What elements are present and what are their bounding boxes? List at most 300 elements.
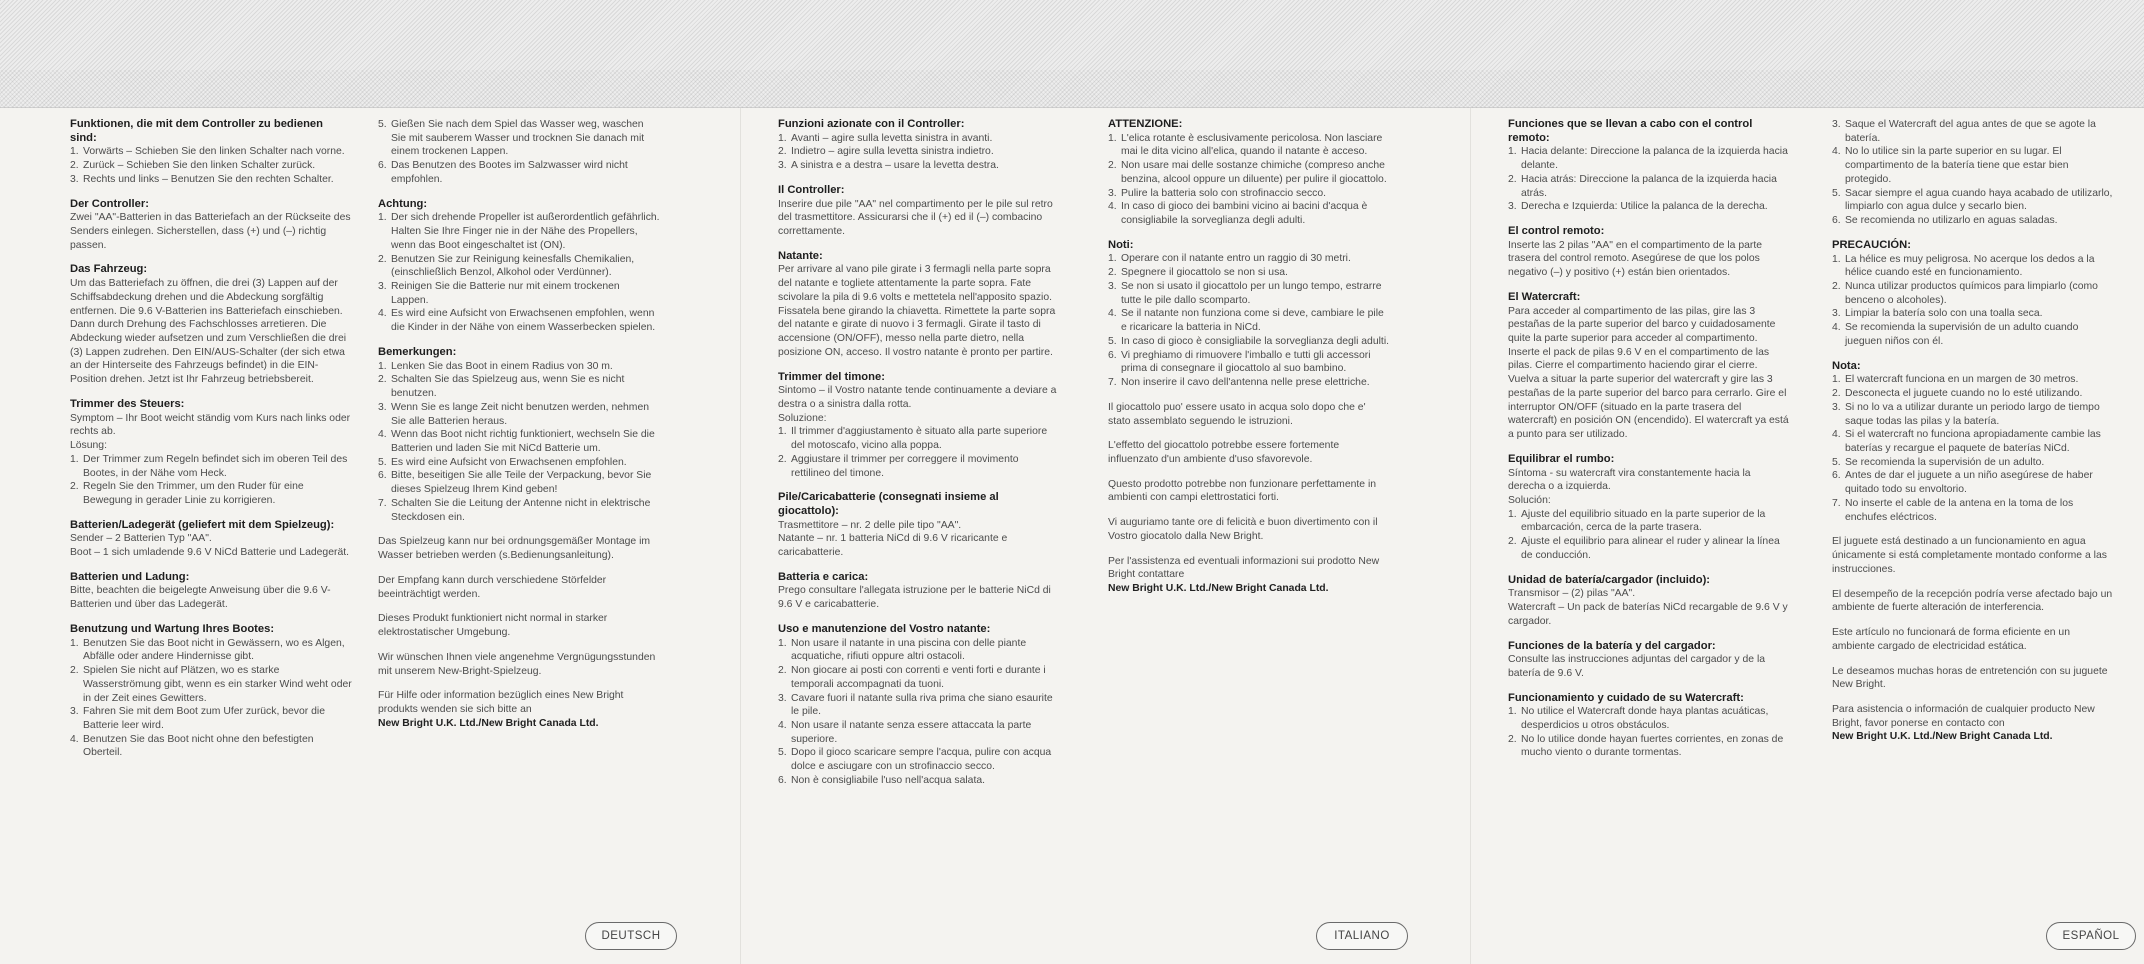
section-heading: Batteria e carica: [778,570,869,583]
section [1508,574,1790,629]
list-number: 2. [70,665,79,677]
list-item [70,705,352,732]
list-number: 3. [70,173,79,185]
list-item [378,469,660,496]
list-text: Derecha e Izquierda: Utilice la palanca de la derecha. [1521,201,1768,213]
list-number: 3. [378,281,387,292]
section-heading: Funciones de la batería y del cargador: [1508,639,1716,652]
list-text: Antes de dar el juguete a un niño asegúrese de haber quitado todo su envoltorio. [1845,470,2093,496]
list-text: Dopo il gioco scaricare sempre l'acqua, pulire con acqua dolce e asciugare con un strofinaccio secco. [791,747,1052,773]
list-number: 4. [1832,146,1841,158]
section-heading: El Watercraft: [1508,290,1581,303]
list-text: Se recomienda la supervisión de un adulto. [1845,456,2045,468]
numbered-list [1108,252,1390,389]
section [1832,360,2114,525]
section-heading: Nota: [1832,359,1861,372]
paragraph: Consulte las instrucciones adjuntas del cargador y de la batería de 9.6 V. [1508,654,1766,679]
paragraph: Der Empfang kann durch verschiedene Störfelder beeinträchtigt werden. [378,574,607,600]
list-text: Vorwärts – Schieben Sie den linken Schalter nach vorne. [83,146,345,158]
list-item [1508,173,1790,200]
list-text: Non usare il natante senza essere attaccata la parte superiore. [791,720,1032,745]
list-item [70,637,352,664]
list-number: 1. [70,637,79,649]
list-text: Avanti – agire sulla levetta sinistra in avanti. [791,132,993,144]
numbered-list [70,453,352,508]
list-number: 5. [378,119,387,130]
deutsch-column-1 [70,118,352,918]
section [1108,118,1390,228]
list-text: Benutzen Sie zur Reinigung keinesfalls Chemikalien, (einschließlich Benzol, Alkohol oder Verdünner). [391,253,635,279]
section-heading: Funciones que se llevan a cabo con el control remoto: [1508,118,1753,144]
section-heading: Batterien/Ladegerät (geliefert mit dem Spielzeug): [70,518,335,531]
list-item [70,480,352,507]
list-number: 2. [1832,281,1841,292]
paragraph: Questo prodotto potrebbe non funzionare perfettamente in ambienti con campi elettrostatici forti. [1108,478,1377,504]
list-text: Desconecta el juguete cuando no lo esté utilizando. [1845,388,2083,400]
list-number: 7. [1108,377,1117,389]
numbered-list [1508,705,1790,760]
section-heading: PRECAUCIÓN: [1832,238,1911,251]
list-text: Reinigen Sie die Batterie nur mit einem trockenen Lappen. [391,281,620,306]
list-number: 4. [778,720,787,732]
section-heading: Funzioni azionate con il Controller: [778,118,965,130]
fold-line [740,108,741,964]
list-item [778,719,1060,746]
paragraph: Soluzione: [778,412,827,424]
list-text: Nunca utilizar productos químicos para limpiarlo (como benceno o alcoholes). [1845,281,2098,306]
list-item [778,692,1060,719]
section [1832,118,2114,228]
language-badge-deutsch: DEUTSCH [585,922,677,950]
list-item [1108,335,1390,349]
paragraph: Bitte, beachten die beigelegte Anweisung über die 9.6 V-Batterien und über das Ladegerät. [70,585,331,611]
list-number: 1. [378,212,387,224]
paragraph: Per arrivare al vano pile girate i 3 fermagli nella parte sopra del natante e togliete attentamente la parte sopra. Fate scivolare la pila di 9.6 volts e mettetela nell'apposito spazio. Fissatela bene girando la chiavetta. Rimettete la parte sopra del natante e girate di nuovo i 3 fermagli. Girate il tasto di accensione (ON/OFF), messo nella parte dietro, nella posizione ON, acceso. Il vostro natante è pronto per partire. [778,264,1056,358]
list-text: Hacia delante: Direccione la palanca de la izquierda hacia delante. [1521,146,1788,172]
list-number: 2. [778,453,787,465]
section [778,491,1060,560]
paragraph: El desempeño de la recepción podría verse afectado bajo un ambiente de fuerte alteración de interferencia. [1832,588,2113,614]
list-item [378,253,660,280]
list-text: L'elica rotante è esclusivamente pericolosa. Non lasciare mai le dita vicino all'elica, quando il natante è acceso. [1121,132,1383,158]
list-text: No inserte el cable de la antena en la toma de los enchufes eléctricos. [1845,497,2074,523]
list-item [1108,307,1390,334]
section [70,198,352,253]
list-text: Benutzen Sie das Boot nicht ohne den befestigten Oberteil. [83,733,314,759]
list-item [1832,187,2114,214]
list-text: Spegnere il giocattolo se non si usa. [1121,267,1288,279]
section-heading: Trimmer des Steuers: [70,397,185,410]
list-item [1832,428,2114,455]
list-number: 1. [70,453,79,465]
list-number: 1. [778,132,787,144]
list-number: 2. [378,253,387,265]
list-number: 1. [1508,508,1517,520]
section-heading: Das Fahrzeug: [70,263,148,276]
numbered-list [778,132,1060,173]
list-text: Das Benutzen des Bootes im Salzwasser wird nicht empfohlen. [391,160,628,185]
fold-line [1470,108,1471,964]
list-item [1832,456,2114,470]
paragraph: Para acceder al compartimento de las pilas, gire las 3 pestañas de la parte superior del barco y cuidadosamente quite la parte superior para acceder al compartimento. Inserte el pack de pilas 9.6 V en el compartimento de las pilas. Cierre el compartimento haciendo girar el cierre. Vuelva a situar la parte superior del watercraft y gire las 3 pestañas de la parte superior del barco para cerrarlo. Gire el interruptor ON/OFF (situado en la parte trasera del watercraft) en posición ON (encendido). El watercraft ya está a punto para ser utilizado. [1508,305,1789,441]
list-item [1108,252,1390,266]
section [778,184,1060,239]
paragraph: Lösung: [70,440,107,452]
section [378,651,660,678]
paragraph: Inserire due pile "AA" nel compartimento per le pile sul retro del trasmettitore. Assicurarsi che il (+) ed il (–) combacino correttamente. [778,198,1053,237]
list-text: Aggiustare il trimmer per correggere il movimento rettilineo del timone. [791,453,1019,479]
list-number: 3. [778,160,787,172]
list-number: 2. [1832,388,1841,400]
section-heading: Funktionen, die mit dem Controller zu bedienen sind: [70,118,323,144]
section [1108,478,1390,505]
company-name: New Bright U.K. Ltd./New Bright Canada Ltd. [1832,731,2053,743]
numbered-list [1832,373,2114,524]
list-number: 1. [1508,706,1517,718]
list-number: 6. [1832,470,1841,482]
list-number: 2. [778,146,787,158]
section [1832,588,2114,615]
section-heading: Benutzung und Wartung Ihres Bootes: [70,622,275,635]
section [1508,291,1790,442]
list-text: Benutzen Sie das Boot nicht in Gewässern, wo es Algen, Abfälle oder andere Hindernisse gibt. [83,637,345,663]
list-text: Bitte, beseitigen Sie alle Teile der Verpackung, bevor Sie dieses Spielzeug Ihrem Kind geben! [391,470,652,496]
list-number: 4. [1832,322,1841,334]
paragraph: Le deseamos muchas horas de entretención con su juguete New Bright. [1832,665,2108,691]
section-heading: Der Controller: [70,197,149,210]
section [1508,640,1790,681]
numbered-list [70,637,352,761]
list-text: Rechts und links – Benutzen Sie den rechten Schalter. [83,173,334,185]
section [378,689,660,730]
section [1508,118,1790,214]
espanol-column-1 [1508,118,1790,918]
list-item [1108,280,1390,307]
section-heading: Noti: [1108,238,1134,251]
paragraph: Prego consultare l'allegata istruzione per le batterie NiCd di 9.6 V e caricabatterie. [778,585,1051,611]
list-item [1832,307,2114,321]
list-text: In caso di gioco è consigliabile la sorveglianza degli adulti. [1121,335,1390,347]
list-number: 2. [70,481,79,493]
list-text: Se recomienda no utilizarlo en aguas saladas. [1845,215,2058,227]
paragraph: Um das Batteriefach zu öffnen, die drei (3) Lappen auf der Schiffsabdeckung drehen und die Abdeckung sorgfältig entfernen. Die 9.6 V-Batterien ins Batteriefach einschieben. Dann durch Drehung des Fachschlosses arretieren. Die Abdeckung wieder aufsetzen und zum Verschließen die drei (3) Lappen zudrehen. Den EIN/AUS-Schalter (der sich etwa an der Hinterseite des Fahrzeugs befindet) in die EIN-Position drehen. Jetzt ist Ihr Fahrzeug betriebsbereit. [70,278,347,386]
list-text: Saque el Watercraft del agua antes de que se agote la batería. [1845,119,2096,144]
paragraph: Für Hilfe oder information bezüglich eines New Bright produkts wenden sie sich bitte an [378,690,624,716]
list-text: El watercraft funciona en un margen de 30 metros. [1845,374,2079,386]
section [778,371,1060,481]
list-number: 4. [70,733,79,745]
section [70,118,352,187]
list-text: Der Trimmer zum Regeln befindet sich im oberen Teil des Bootes, in der Nähe vom Heck. [83,453,348,479]
list-item [1508,535,1790,562]
list-item [378,428,660,455]
list-text: Spielen Sie nicht auf Plätzen, wo es starke Wasserströmung gibt, wenn es ein starker Wind weht oder in der Zeit eines Gewitters. [83,665,352,704]
list-number: 5. [378,456,387,468]
list-text: Wenn Sie es lange Zeit nicht benutzen werden, nehmen Sie alle Batterien heraus. [391,401,650,427]
list-item [378,159,660,186]
list-number: 1. [70,146,79,158]
list-number: 3. [1832,308,1841,320]
list-number: 2. [1508,733,1517,745]
list-item [1832,321,2114,348]
list-item [778,425,1060,452]
section-heading: Achtung: [378,197,428,210]
list-item [1108,159,1390,186]
section-heading: Pile/Caricabatterie (consegnati insieme al giocattolo): [778,491,999,517]
list-number: 6. [378,470,387,482]
list-item [1108,132,1390,159]
paragraph: Solución: [1508,494,1551,506]
list-item [1108,187,1390,201]
numbered-list [378,118,660,187]
list-item [1832,145,2114,186]
list-item [378,118,660,159]
list-text: Vi preghiamo di rimuovere l'imballo e tutti gli accessori prima di consegnare il giocattolo al suo bambino. [1121,349,1371,375]
list-item [778,746,1060,773]
list-number: 3. [1108,280,1117,292]
numbered-list [778,425,1060,480]
section [778,250,1060,360]
language-badge-espanol: ESPAÑOL [2046,922,2136,950]
paragraph: Sender – 2 Batterien Typ "AA". [70,533,212,545]
section-heading: Equilibrar el rumbo: [1508,452,1615,465]
paragraph: Boot – 1 sich umladende 9.6 V NiCd Batterie und Ladegerät. [70,547,349,559]
list-number: 1. [1832,253,1841,265]
list-number: 6. [1832,215,1841,227]
paragraph: Para asistencia o información de cualquier producto New Bright, favor ponerse en contacto con [1832,704,2095,729]
list-item [70,159,352,173]
list-text: Pulire la batteria solo con strofinaccio secco. [1121,187,1327,199]
list-number: 2. [1108,267,1117,279]
section-heading: Bemerkungen: [378,345,457,358]
numbered-list [378,360,660,525]
section [1508,225,1790,280]
section [70,623,352,760]
numbered-list [1108,132,1390,228]
list-number: 6. [378,160,387,172]
list-item [378,360,660,374]
list-text: Es wird eine Aufsicht von Erwachsenen empfohlen, wenn die Kinder in der Nähe von einem Wasserbecken spielen. [391,308,656,334]
list-item [778,453,1060,480]
list-number: 5. [778,747,787,759]
list-number: 2. [778,665,787,677]
section [378,574,660,601]
list-item [1508,705,1790,732]
paragraph: Per l'assistenza ed eventuali informazioni sui prodotto New Bright contattare [1108,555,1380,581]
list-text: Non giocare ai posti con correnti e venti forti e durante i temporali accompagnati da tuoni. [791,665,1046,690]
section [778,623,1060,788]
list-number: 2. [1508,173,1517,185]
paragraph: Zwei "AA"-Batterien in das Batteriefach an der Rückseite des Senders einlegen. Sicherstellen, dass (+) und (–) richtig passen. [70,212,351,251]
list-item [1508,733,1790,760]
italiano-column-2 [1108,118,1390,918]
list-text: Es wird eine Aufsicht von Erwachsenen empfohlen. [391,456,627,468]
list-text: Si no lo va a utilizar durante un periodo largo de tiempo saque todas las pilas y la batería. [1845,401,2100,427]
list-item [778,637,1060,664]
list-number: 1. [778,426,787,438]
paragraph: Este artículo no funcionará de forma eficiente en un ambiente cargado de electricidad estática. [1832,627,2070,652]
list-number: 1. [1508,146,1517,158]
section-heading: Batterien und Ladung: [70,570,190,583]
paragraph: Síntoma - su watercraft vira constantemente hacia la derecha o a izquierda. [1508,467,1751,493]
list-number: 1. [1832,374,1841,386]
list-text: Limpiar la batería solo con una toalla seca. [1845,308,2043,320]
list-number: 2. [1508,536,1517,548]
list-text: No lo utilice donde hayan fuertes corrientes, en zonas de mucho viento o durante tormentas. [1521,733,1784,759]
list-item [1832,214,2114,228]
list-text: Zurück – Schieben Sie den linken Schalter zurück. [83,160,316,172]
section [378,198,660,335]
italiano-column-1 [778,118,1060,918]
list-item [1108,266,1390,280]
list-number: 4. [378,429,387,441]
section-heading: Uso e manutenzione del Vostro natante: [778,622,991,635]
list-item [378,456,660,470]
list-number: 6. [1108,349,1117,361]
paragraph: Trasmettitore – nr. 2 delle pile tipo "AA". [778,519,962,531]
language-badge-italiano: ITALIANO [1316,922,1408,950]
section [1832,626,2114,653]
list-item [778,132,1060,146]
company-name: New Bright U.K. Ltd./New Bright Canada Ltd. [1108,583,1329,595]
list-number: 3. [1832,401,1841,413]
section-heading: Il Controller: [778,183,845,196]
section [70,519,352,560]
list-item [378,211,660,252]
section [1832,665,2114,692]
list-text: No lo utilice sin la parte superior en su lugar. El compartimento de la batería tiene que estar bien protegido. [1845,146,2069,185]
list-text: Schalten Sie die Leitung der Antenne nicht in elektrische Steckdosen ein. [391,497,651,523]
paragraph: Sintomo – il Vostro natante tende continuamente a deviare a destra o a sinistra dalla rotta. [778,385,1057,410]
section [70,571,352,612]
list-number: 3. [778,692,787,704]
list-item [1108,349,1390,376]
section [1108,401,1390,428]
list-number: 3. [378,401,387,413]
list-text: Non usare mai delle sostanze chimiche (compreso anche benzina, alcool oppure un diluente) per pulire il giocattolo. [1121,160,1387,185]
paragraph: Il giocattolo puo' essere usato in acqua solo dopo che e' stato assemblato seguendo le istruzioni. [1108,401,1366,427]
list-number: 2. [1108,160,1117,172]
list-number: 4. [1108,308,1117,320]
list-number: 4. [1108,201,1117,213]
list-item [1508,145,1790,172]
list-text: Operare con il natante entro un raggio di 30 metri. [1121,253,1351,265]
list-text: Lenken Sie das Boot in einem Radius von 30 m. [391,360,613,372]
list-text: Wenn das Boot nicht richtig funktioniert, wechseln Sie die Batterien und laden Sie mit NiCd Batterie um. [391,429,655,454]
list-text: Regeln Sie den Trimmer, um den Ruder für eine Bewegung in gerader Linie zu korrigieren. [83,481,304,506]
numbered-list [1832,118,2114,228]
list-item [378,307,660,334]
list-item [1832,387,2114,401]
paragraph: Inserte las 2 pilas "AA" en el compartimento de la parte trasera del control remoto. Asegúrese de que los polos negativo (–) y positivo (+) están bien orientados. [1508,239,1762,279]
section-heading: Unidad de batería/cargador (incluido): [1508,573,1711,586]
list-number: 3. [1508,201,1517,213]
section [70,263,352,387]
list-text: Fahren Sie mit dem Boot zum Ufer zurück, bevor die Batterie leer wird. [83,706,325,732]
section [1108,439,1390,466]
list-item [778,664,1060,691]
paragraph: El juguete está destinado a un funcionamiento en agua únicamente si está completamente montado conforme a las instrucciones. [1832,536,2107,575]
list-text: Se non si usato il giocattolo per un lungo tempo, estrarre tutte le pile dallo scomparto. [1121,280,1382,306]
section-heading: Natante: [778,249,823,262]
section [1832,703,2114,744]
list-text: Se recomienda la supervisión de un adulto cuando jueguen niños con él. [1845,322,2079,347]
list-item [70,733,352,760]
section [378,535,660,562]
list-text: Gießen Sie nach dem Spiel das Wasser weg, waschen Sie mit sauberem Wasser und trocknen Sie danach mit einem trockenen Lappen. [391,119,645,158]
section [378,346,660,524]
numbered-list [1508,508,1790,563]
section [778,118,1060,173]
list-number: 5. [1832,187,1841,199]
deutsch-column-2 [378,118,660,918]
paragraph: Watercraft – Un pack de baterías NiCd recargable de 9.6 V y cargador. [1508,602,1788,627]
list-number: 4. [1832,429,1841,441]
numbered-list [70,145,352,186]
paragraph: Dieses Produkt funktioniert nicht normal in starker elektrostatischer Umgebung. [378,613,608,639]
list-number: 1. [1108,132,1117,144]
list-number: 5. [1832,456,1841,468]
section-heading: Trimmer del timone: [778,370,885,383]
list-text: Non è consigliabile l'uso nell'acqua salata. [791,774,986,786]
section [378,612,660,639]
numbered-list [378,211,660,335]
section [1832,239,2114,349]
list-text: Non inserire il cavo dell'antenna nelle prese elettriche. [1121,377,1370,389]
list-text: Non usare il natante in una piscina con delle piante acquatiche, rifiuti oppure altri ostacoli. [791,637,1027,663]
list-text: Il trimmer d'aggiustamento è situato alla parte superiore del motoscafo, vicino alla poppa. [791,426,1048,452]
paragraph: L'effetto del giocattolo potrebbe essere fortemente influenzato d'un ambiente d'uso sfavorevole. [1108,440,1340,465]
list-number: 3. [1108,187,1117,199]
header-texture [0,0,2144,108]
numbered-list [1508,145,1790,214]
list-number: 1. [1108,253,1117,265]
list-text: Ajuste el equilibrio para alinear el ruder y alinear la línea de conducción. [1521,536,1780,561]
paragraph: Vi auguriamo tante ore di felicità e buon divertimento con il Vostro giocatolo dalla New Bright. [1108,517,1378,542]
list-text: Indietro – agire sulla levetta sinistra indietro. [791,146,994,158]
list-text: Si el watercraft no funciona apropiadamente cambie las baterías y recargue el paquete de baterías NiCd. [1845,429,2101,454]
list-item [1508,200,1790,214]
list-item [1832,401,2114,428]
list-item [1832,497,2114,524]
list-number: 2. [70,160,79,172]
list-number: 3. [1832,119,1841,130]
paragraph: Das Spielzeug kann nur bei ordnungsgemäßer Montage im Wasser betrieben werden (s.Bedienungsanleitung). [378,536,651,562]
section [1108,516,1390,543]
list-text: Sacar siempre el agua cuando haya acabado de utilizarlo, limpiarlo con agua dulce y secarlo bien. [1845,187,2113,213]
list-text: No utilice el Watercraft donde haya plantas acuáticas, desperdicios u otros obstáculos. [1521,706,1769,732]
list-item [378,280,660,307]
list-item [778,145,1060,159]
list-number: 5. [1108,335,1117,347]
paragraph: Transmisor – (2) pilas "AA". [1508,588,1636,600]
list-item [70,145,352,159]
section [378,118,660,187]
list-item [778,774,1060,788]
list-number: 1. [778,637,787,649]
espanol-column-2 [1832,118,2114,918]
paragraph: Natante – nr. 1 batteria NiCd di 9.6 V ricaricante e caricabatterie. [778,533,1008,559]
list-number: 7. [1832,497,1841,509]
list-text: Ajuste del equilibrio situado en la parte superior de la embarcación, cerca de la parte trasera. [1521,508,1766,534]
numbered-list [778,637,1060,788]
list-text: Cavare fuori il natante sulla riva prima che siano esaurite le pile. [791,692,1053,718]
list-item [1108,200,1390,227]
list-item [1508,508,1790,535]
list-item [378,401,660,428]
list-text: Hacia atrás: Direccione la palanca de la izquierda hacia atrás. [1521,173,1777,199]
list-item [1832,373,2114,387]
